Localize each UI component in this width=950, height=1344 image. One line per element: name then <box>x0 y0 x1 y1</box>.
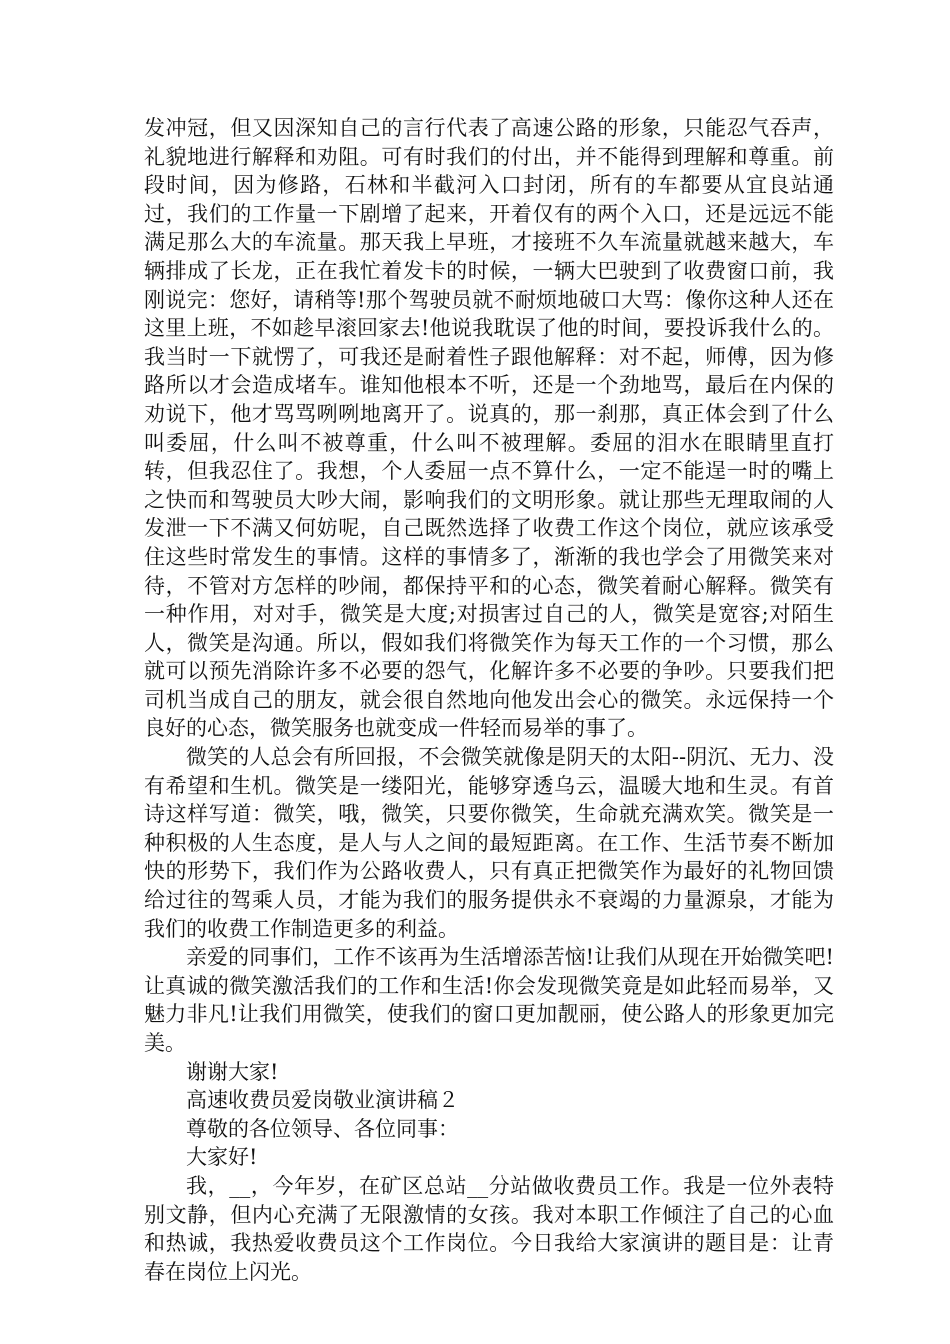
paragraph-continuation: 发冲冠，但又因深知自己的言行代表了高速公路的形象，只能忍气吞声，礼貌地进行解释和劝阻。可有时我们的付出，并不能得到理解和尊重。前段时间，因为修路，石林和半截河入口封闭，所有的车都要从宜良站通过，我们的工作量一下剧增了起来，开着仅有的两个入口，还是远远不能满足那么大的车流量。那天我上早班，才接班不久车流量就越来越大，车辆排成了长龙，正在我忙着发卡的时候，一辆大巴驶到了收费窗口前，我刚说完：您好，请稍等!那个驾驶员就不耐烦地破口大骂：像你这种人还在这里上班，不如趁早滚回家去!他说我耽误了他的时间，要投诉我什么的。我当时一下就愣了，可我还是耐着性子跟他解释：对不起，师傅，因为修路所以才会造成堵车。谁知他根本不听，还是一个劲地骂，最后在内保的劝说下，他才骂骂咧咧地离开了。说真的，那一刹那，真正体会到了什么叫委屈，什么叫不被尊重，什么叫不被理解。委屈的泪水在眼睛里直打转，但我忍住了。我想，个人委屈一点不算什么，一定不能逞一时的嘴上之快而和驾驶员大吵大闹，影响我们的文明形象。就让那些无理取闹的人发泄一下不满又何妨呢，自己既然选择了收费工作这个岗位，就应该承受住这些时常发生的事情。这样的事情多了，渐渐的我也学会了用微笑来对待，不管对方怎样的吵闹，都保持平和的心态，微笑着耐心解释。微笑有一种作用，对对手，微笑是大度;对损害过自己的人，微笑是宽容;对陌生人，微笑是沟通。所以，假如我们将微笑作为每天工作的一个习惯，那么就可以预先消除许多不必要的怨气，化解许多不必要的争吵。只要我们把司机当成自己的朋友，就会很自然地向他发出会心的微笑。永远保持一个良好的心态，微笑服务也就变成一件轻而易举的事了。 <box>144 116 834 741</box>
greeting: 大家好! <box>186 1145 258 1170</box>
document-page <box>144 114 834 1286</box>
paragraph-self-intro: 我，__，今年岁，在矿区总站__分站做收费员工作。我是一位外表特别文静，但内心充满了无限激情的女孩。我对本职工作倾注了自己的心血和热诚，我热爱收费员这个工作岗位。今日我给大家演讲的题目是：让青春在岗位上闪光。 <box>144 1173 834 1284</box>
speech-title-2: 高速收费员爱岗敬业演讲稿２ <box>186 1088 459 1113</box>
salutation: 尊敬的各位领导、各位同事： <box>186 1116 459 1141</box>
paragraph-dear-colleagues: 亲爱的同事们，工作不该再为生活增添苦恼!让我们从现在开始微笑吧!让真诚的微笑激活我们的工作和生活!你会发现微笑竟是如此轻而易举，又魅力非凡!让我们用微笑，使我们的窗口更加靓丽，使公路人的形象更加完美。 <box>144 945 834 1055</box>
paragraph-smile-reward: 微笑的人总会有所回报，不会微笑就像是阴天的太阳--阴沉、无力、没有希望和生机。微笑是一缕阳光，能够穿透乌云，温暖大地和生灵。有首诗这样写道：微笑，哦，微笑，只要你微笑，生命就充满欢笑。微笑是一种积极的人生态度，是人与人之间的最短距离。在工作、生活节奏不断加快的形势下，我们作为公路收费人，只有真正把微笑作为最好的礼物回馈给过往的驾乘人员，才能为我们的服务提供永不衰竭的力量源泉，才能为我们的收费工作制造更多的利益。 <box>144 745 834 941</box>
closing-thanks: 谢谢大家! <box>186 1059 279 1084</box>
